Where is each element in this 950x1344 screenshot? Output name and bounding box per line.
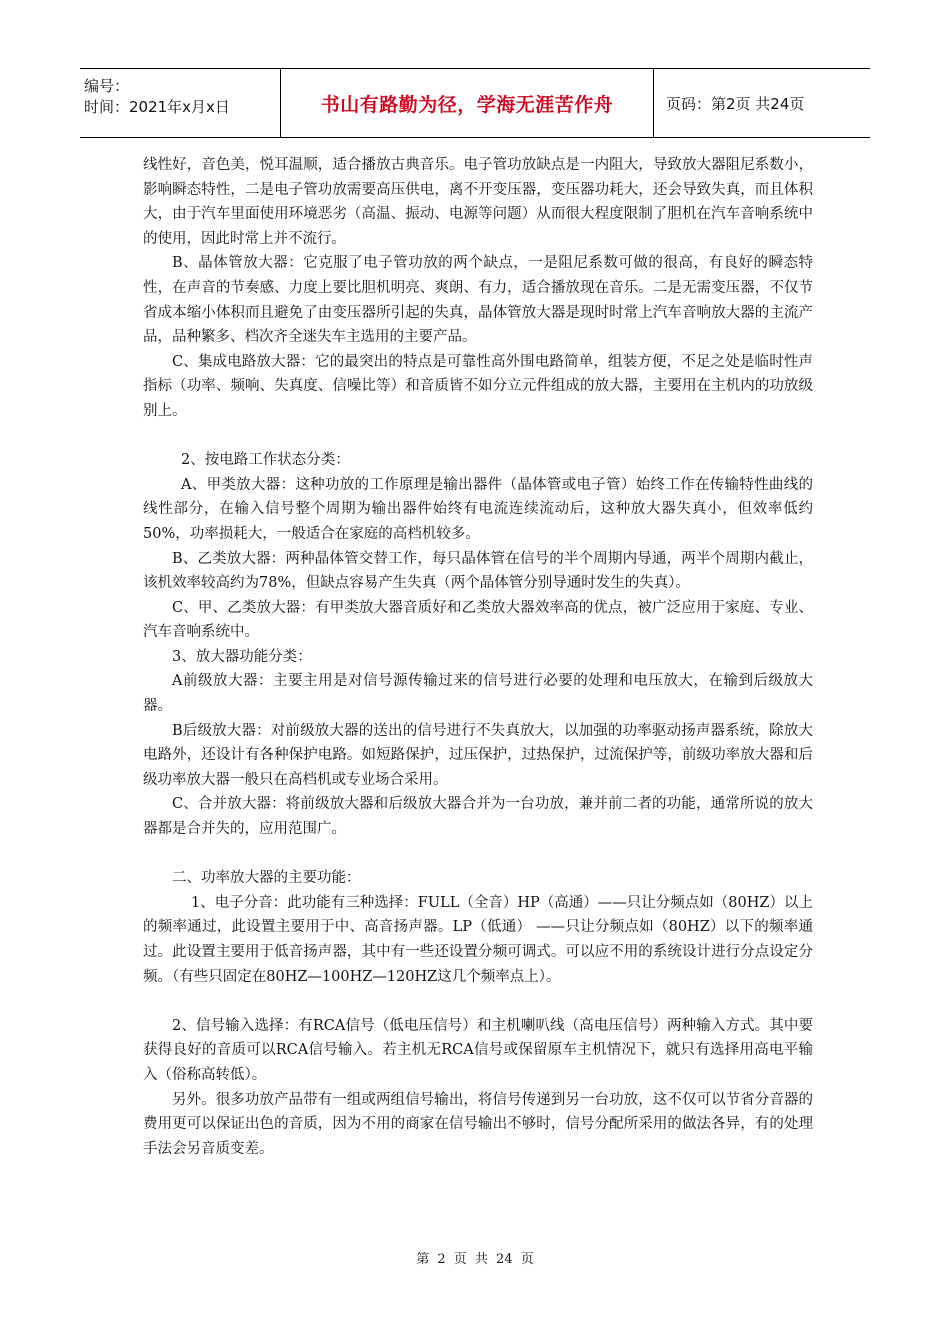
paragraph: 1、电子分音：此功能有三种选择：FULL（全音）HP（高通）——只让分频点如（80HZ）以上的频率通过，此设置主要用于中、高音扬声器。LP（低通） ——只让分频点如（80HZ）以下的频率通过。此设置主要用于低音扬声器，其中有一些还设置分频可调式。可以应不用的系统设计进行分点设定分频。（有些只固定在80HZ—100HZ—120HZ这几个频率点上）。 [143, 894, 813, 985]
blank-line [143, 989, 813, 1014]
section-heading: 二、功率放大器的主要功能： [172, 870, 361, 887]
page-info: 页码：第2页 共24页 [666, 94, 805, 113]
paragraph: B、乙类放大器：两种晶体管交替工作，每只晶体管在信号的半个周期内导通，两半个周期内截止，该机效率较高约为78%，但缺点容易产生失真（两个晶体管分别导通时发生的失真）。 [143, 550, 813, 592]
section-heading: 2、按电路工作状态分类： [181, 452, 350, 469]
blank-line [143, 842, 813, 867]
paragraph: B后级放大器：对前级放大器的送出的信号进行不失真放大，以加强的功率驱动扬声器系统，除放大电路外，还设计有各种保护电路。如短路保护，过压保护，过热保护，过流保护等，前级功率放大器和后级功率放大器一般只在高档机或专业场合采用。 [143, 722, 813, 788]
paragraph: C、集成电路放大器：它的最突出的特点是可靠性高外围电路简单，组装方便，不足之处是临时性声指标（功率、频响、失真度、信噪比等）和音质皆不如分立元件组成的放大器，主要用在主机内的功放级别上。 [143, 353, 813, 419]
section-heading: 3、放大器功能分类： [172, 648, 312, 665]
paragraph: A、甲类放大器：这种功放的工作原理是输出器件（晶体管或电子管）始终工作在传输特性曲线的线性部分，在输入信号整个周期为输出器件始终有电流连续流动后，这种放大器失真小，但效率低约50%，功率损耗大，一般适合在家庭的高档机较多。 [143, 476, 813, 542]
paragraph: C、合并放大器：将前级放大器和后级放大器合并为一台功放，兼并前二者的功能，通常所说的放大器都是合并失的，应用范围广。 [143, 796, 813, 838]
paragraph: A前级放大器：主要主用是对信号源传输过来的信号进行必要的处理和电压放大，在输到后级放大器。 [143, 673, 813, 715]
header-motto-cell [281, 69, 654, 137]
paragraph: 2、信号输入选择：有RCA信号（低电压信号）和主机喇叭线（高电压信号）两种输入方式。其中要获得良好的音质可以RCA信号输入。若主机无RCA信号或保留原车主机情况下，就只有选择用高电平输入（俗称高转低）。 [143, 1017, 813, 1083]
page-footer: 第 2 页 共 24 页 [416, 1252, 534, 1267]
page-header [80, 68, 870, 138]
document-body [143, 153, 813, 1161]
paragraph: 线性好，音色美，悦耳温顺，适合播放古典音乐。电子管功放缺点是一内阻大，导致放大器阻尼系数小，影响瞬态特性，二是电子管功放需要高压供电，离不开变压器，变压器功耗大，还会导致失真，而且体积大，由于汽车里面使用环境恶劣（高温、振动、电源等问题）从而很大程度限制了胆机在汽车音响系统中的使用，因此时常上并不流行。 [143, 157, 813, 247]
paragraph: B、晶体管放大器：它克服了电子管功放的两个缺点，一是阻尼系数可做的很高，有良好的瞬态特性，在声音的节奏感、力度上要比胆机明亮、爽朗、有力，适合播放现在音乐。二是无需变压器，不仅节省成本缩小体积而且避免了由变压器所引起的失真，晶体管放大器是现时时常上汽车音响放大器的主流产品，品种繁多、档次齐全迷失车主选用的主要产品。 [143, 255, 813, 346]
date-label: 时间：2021年x月x日 [84, 98, 230, 116]
blank-line [143, 424, 813, 449]
paragraph: 另外。很多功放产品带有一组或两组信号输出，将信号传递到另一台功放，这不仅可以节省分音器的费用更可以保证出色的音质，因为不用的商家在信号输出不够时，信号分配所采用的做法各异，有的处理手法会另音质变差。 [143, 1091, 813, 1157]
header-meta [80, 69, 281, 137]
paragraph: C、甲、乙类放大器：有甲类放大器音质好和乙类放大器效率高的优点，被广泛应用于家庭、专业、汽车音响系统中。 [143, 599, 813, 641]
motto: 书山有路勤为径，学海无涯苦作舟 [320, 93, 614, 116]
number-label: 编号： [84, 77, 130, 95]
